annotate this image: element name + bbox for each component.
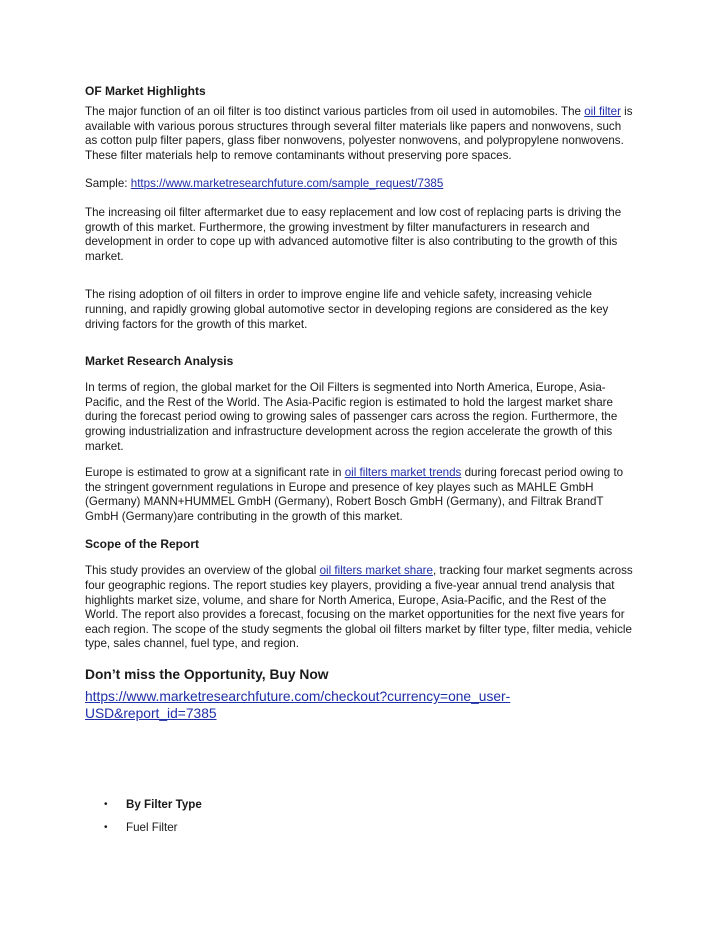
sample-label: Sample: <box>85 177 131 191</box>
document-page <box>85 84 635 835</box>
highlights-p1-text-before: The major function of an oil filter is too distinct various particles from oil used in automobiles. The <box>85 105 585 118</box>
list-item <box>85 798 635 813</box>
highlights-heading: OF Market Highlights <box>85 84 206 98</box>
oil-filters-market-share-link[interactable]: oil filters market share <box>319 564 433 578</box>
analysis-heading: Market Research Analysis <box>85 354 234 369</box>
highlights-paragraph-2: The increasing oil filter aftermarket due to easy replacement and low cost of replacing parts is driving the growth of this market. Furthermore, the growing investment by filter manufacturers in research and development in order to cope up with advanced automotive filter is also contributing to the growth of this market. <box>85 205 622 263</box>
scope-p1-text-after: , tracking four market segments across four geographic regions. The report studies key players, providing a five-year annual trend analysis that highlights market size, volume, and share for North America, Europe, Asia-Pacific, and the Rest of the World. The report also provides a forecast, focusing on the market opportunities for the next five years for each region. The scope of the study segments the global oil filters market by filter type, filter media, vehicle type, sales channel, fuel type, and region. <box>85 564 633 651</box>
list-item-label: Fuel Filter <box>126 820 178 834</box>
analysis-p2-text-before: Europe is estimated to grow at a significant rate in <box>85 466 345 480</box>
bullet-icon: • <box>104 799 108 811</box>
checkout-link[interactable]: https://www.marketresearchfuture.com/checkout?currency=one_user-USD&report_id=7385 <box>85 689 511 722</box>
highlights-p1-text-after: is available with various porous structures through several filter materials like papers and nonwovens, such as cotton pulp filter papers, glass fiber nonwovens, polyester nonwovens, and polypropylene nonwovens. These filter materials help to remove contaminants without preserving pore spaces. <box>85 105 633 162</box>
sample-line <box>85 177 635 192</box>
filter-type-list <box>85 798 635 835</box>
list-item <box>85 821 635 836</box>
analysis-p2-text-after: during forecast period owing to the stringent government regulations in Europe and presence of key playes such as MAHLE GmbH (Germany) MANN+HUMMEL GmbH (Germany), Robert Bosch GmbH (Germany), and Filtrak BrandT GmbH (Germany)are contributing in the growth of this market. <box>85 466 624 523</box>
sample-request-link[interactable]: https://www.marketresearchfuture.com/sample_request/7385 <box>130 177 444 191</box>
buy-heading: Don’t miss the Opportunity, Buy Now <box>85 667 329 683</box>
list-item-label: By Filter Type <box>126 798 202 812</box>
scope-p1-text-before: This study provides an overview of the global <box>85 564 320 578</box>
scope-heading: Scope of the Report <box>85 537 200 552</box>
bullet-icon: • <box>104 821 108 833</box>
oil-filters-market-trends-link[interactable]: oil filters market trends <box>344 466 462 480</box>
highlights-paragraph-1 <box>85 105 635 163</box>
oil-filter-link[interactable]: oil filter <box>584 105 621 118</box>
highlights-paragraph-3: The rising adoption of oil filters in order to improve engine life and vehicle safety, increasing vehicle running, and rapidly growing global automotive sector in developing regions are considered as the key driving factors for the growth of this market. <box>85 288 609 331</box>
analysis-paragraph-1: In terms of region, the global market for the Oil Filters is segmented into North America, Europe, Asia-Pacific, and the Rest of the World. The Asia-Pacific region is estimated to hold the largest market share during the forecast period owing to growing sales of passenger cars across the region. Furthermore, the growing industrialization and infrastructure development across the region accelerate the growth of this market. <box>85 381 618 453</box>
analysis-paragraph-2 <box>85 466 635 524</box>
scope-paragraph-1 <box>85 564 635 652</box>
